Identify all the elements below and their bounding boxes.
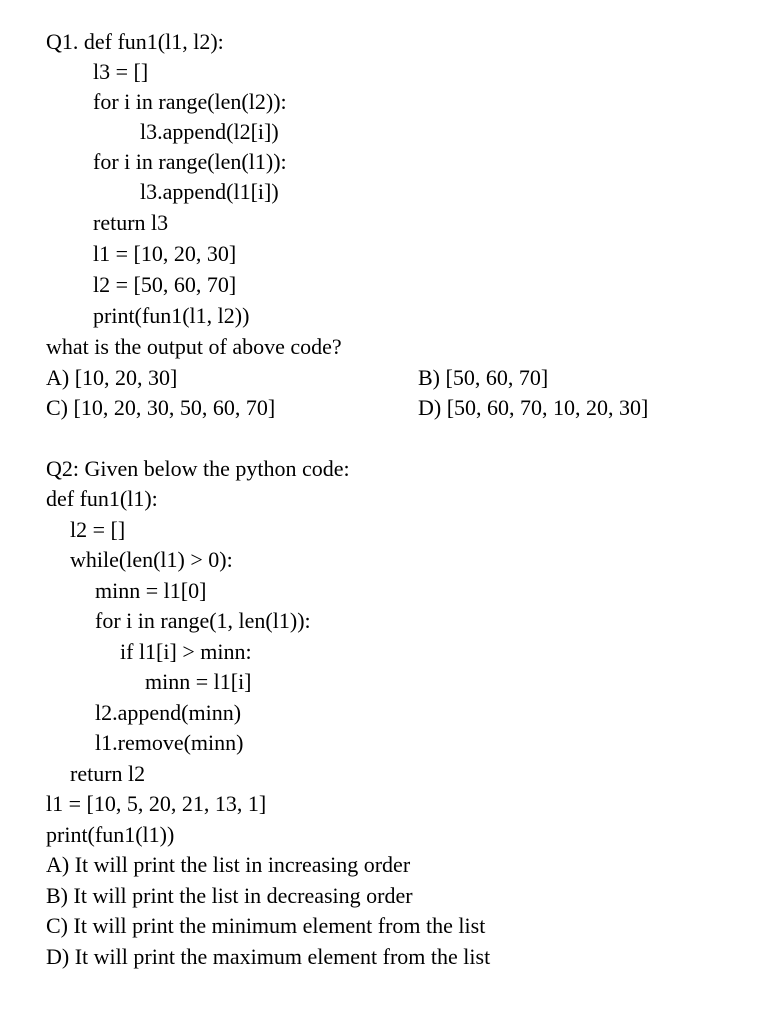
- q2-code-line-5: for i in range(1, len(l1)):: [95, 608, 311, 633]
- q1-code-line-6: return l3: [93, 210, 169, 235]
- q2-code-line-11: l1 = [10, 5, 20, 21, 13, 1]: [46, 791, 267, 816]
- q2-code-line-2: l2 = []: [70, 517, 126, 542]
- q2-code-line-1: def fun1(l1):: [46, 486, 158, 511]
- q2-code-line-3: while(len(l1) > 0):: [70, 547, 233, 572]
- q1-code-line-8: l2 = [50, 60, 70]: [93, 272, 237, 297]
- q1-code-line-2: for i in range(len(l2)):: [93, 89, 287, 114]
- q1-code-line-4: for i in range(len(l1)):: [93, 149, 287, 174]
- q2-option-c: C) It will print the minimum element from the list: [46, 913, 486, 938]
- q1-code-line-9: print(fun1(l1, l2)): [93, 303, 250, 328]
- q1-option-a: A) [10, 20, 30]: [46, 365, 178, 390]
- q1-header: Q1. def fun1(l1, l2):: [46, 29, 224, 54]
- q2-code-line-7: minn = l1[i]: [145, 669, 252, 694]
- q1-option-d: D) [50, 60, 70, 10, 20, 30]: [418, 395, 649, 420]
- q1-option-b: B) [50, 60, 70]: [418, 365, 549, 390]
- q2-option-b: B) It will print the list in decreasing order: [46, 883, 413, 908]
- q2-option-d: D) It will print the maximum element from the list: [46, 944, 491, 969]
- q2-header: Q2: Given below the python code:: [46, 456, 350, 481]
- q2-code-line-10: return l2: [70, 761, 146, 786]
- q1-code-line-5: l3.append(l1[i]): [140, 179, 279, 204]
- q1-code-line-1: l3 = []: [93, 59, 149, 84]
- q2-code-line-8: l2.append(minn): [95, 700, 242, 725]
- q1-question: what is the output of above code?: [46, 334, 342, 359]
- q1-option-c: C) [10, 20, 30, 50, 60, 70]: [46, 395, 276, 420]
- q2-code-line-12: print(fun1(l1)): [46, 822, 175, 847]
- q2-code-line-6: if l1[i] > minn:: [120, 639, 252, 664]
- q1-code-line-3: l3.append(l2[i]): [140, 119, 279, 144]
- q2-code-line-9: l1.remove(minn): [95, 730, 244, 755]
- q1-code-line-7: l1 = [10, 20, 30]: [93, 241, 237, 266]
- q2-option-a: A) It will print the list in increasing order: [46, 852, 411, 877]
- q2-code-line-4: minn = l1[0]: [95, 578, 207, 603]
